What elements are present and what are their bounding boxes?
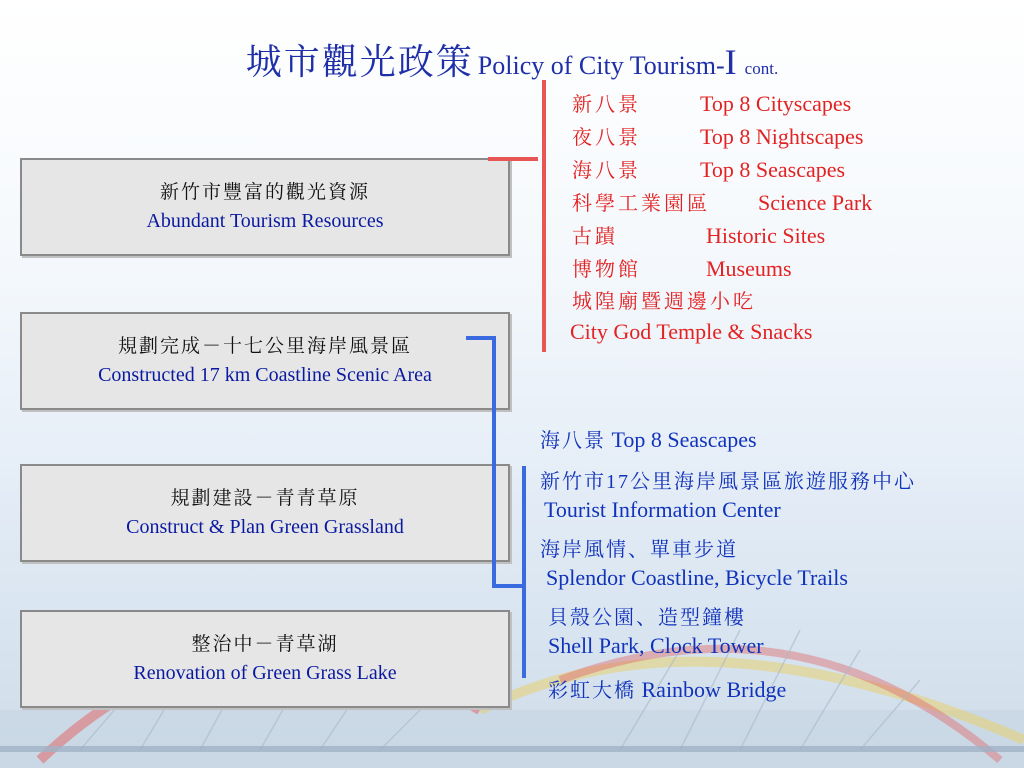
title-numeral: I bbox=[724, 42, 737, 82]
list-item: 新竹市17公里海岸風景區旅遊服務中心 Tourist Information Center bbox=[540, 471, 916, 522]
red-connector-horizontal bbox=[488, 157, 538, 161]
box-label-zh: 規劃完成－十七公里海岸風景區 bbox=[117, 336, 412, 357]
list-item: 古蹟 Historic Sites bbox=[572, 223, 826, 248]
list-item: 新八景 Top 8 Cityscapes bbox=[572, 91, 852, 116]
tourism-resources-list bbox=[572, 88, 872, 347]
box-tourism-resources bbox=[20, 158, 510, 256]
title-zh: 城市觀光政策 bbox=[245, 42, 474, 82]
title-en: Policy of City Tourism- bbox=[477, 51, 725, 80]
box-label-en: Constructed 17 km Coastline Scenic Area bbox=[98, 364, 432, 386]
box-label-zh: 規劃建設－青青草原 bbox=[170, 488, 360, 509]
list-item-en: City God Temple & Snacks bbox=[570, 319, 813, 344]
box-green-grass-lake bbox=[20, 610, 510, 708]
page-title bbox=[0, 34, 1024, 85]
box-green-grassland bbox=[20, 464, 510, 562]
list-item: 海八景 Top 8 Seascapes bbox=[572, 157, 846, 182]
list-item: 城隍廟暨週邊小吃 bbox=[572, 291, 756, 313]
list-item: 科學工業園區 Science Park bbox=[572, 190, 873, 215]
blue-connector-bottom bbox=[492, 584, 522, 588]
box-label-en: Construct & Plan Green Grassland bbox=[126, 516, 404, 538]
blue-connector-vertical bbox=[492, 336, 496, 588]
box-coastline-scenic-area bbox=[20, 312, 510, 410]
title-cont: cont. bbox=[744, 59, 779, 78]
box-label-zh: 新竹市豐富的觀光資源 bbox=[159, 182, 370, 203]
box-label-en: Abundant Tourism Resources bbox=[146, 210, 384, 232]
box-label-zh: 整治中－青草湖 bbox=[191, 634, 339, 655]
blue-bracket-vertical bbox=[522, 466, 526, 678]
list-item: 海岸風情、單車步道 Splendor Coastline, Bicycle Trails bbox=[540, 539, 848, 590]
list-item: 貝殼公園、造型鐘樓 Shell Park, Clock Tower bbox=[548, 607, 764, 658]
red-bracket-vertical bbox=[542, 80, 546, 352]
list-item: 彩虹大橋 Rainbow Bridge bbox=[548, 677, 787, 702]
list-heading: 海八景 Top 8 Seascapes bbox=[540, 427, 757, 452]
list-item: 博物館 Museums bbox=[572, 256, 792, 281]
box-label-en: Renovation of Green Grass Lake bbox=[133, 662, 397, 684]
list-item: 夜八景 Top 8 Nightscapes bbox=[572, 124, 864, 149]
